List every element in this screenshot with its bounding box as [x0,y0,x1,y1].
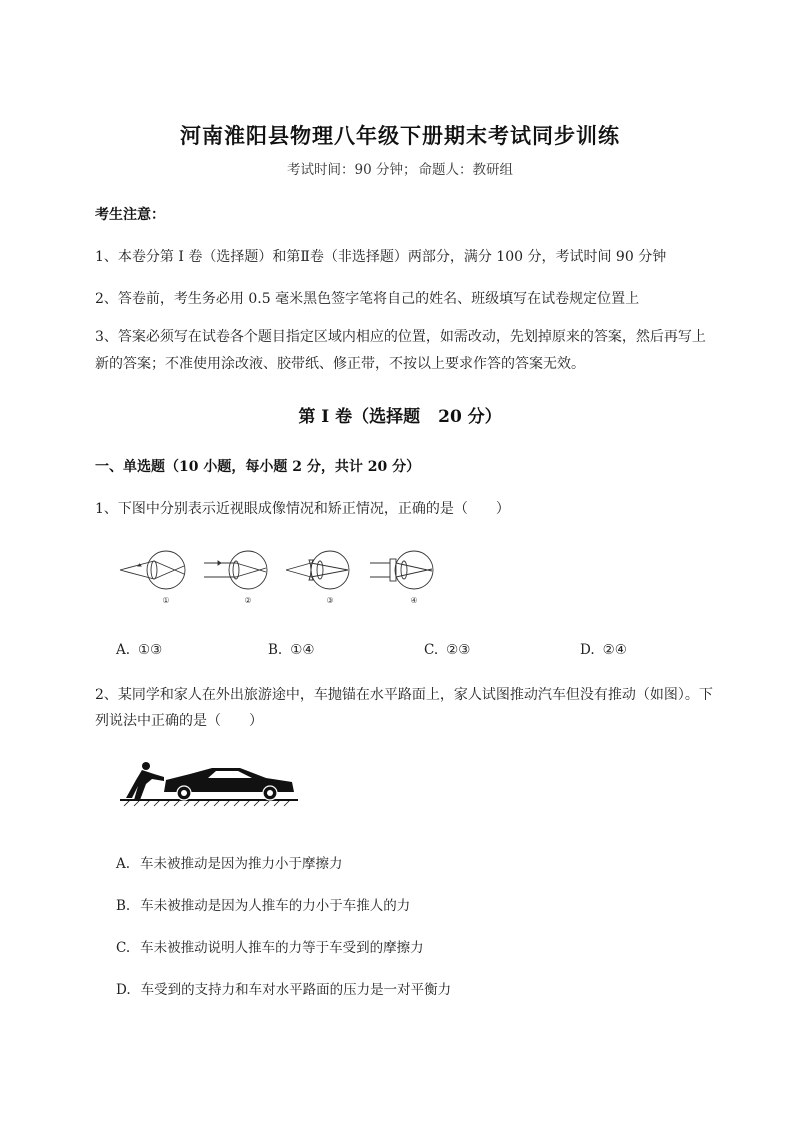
notice-item-1: 1、本卷分第 I 卷（选择题）和第Ⅱ卷（非选择题）两部分，满分 100 分，考试时间 90 分钟 [95,249,667,265]
question-1-option-d[interactable] [580,642,627,658]
person-silhouette [126,762,164,800]
section-title [0,402,800,427]
question-1-stem: 1、下图中分别表示近视眼成像情况和矫正情况，正确的是（ ） [95,501,510,517]
option-letter: C. [424,642,439,658]
option-letter: D. [580,642,595,658]
eye-label-4: ④ [410,596,418,605]
page-title: 河南淮阳县物理八年级下册期末考试同步训练 [180,123,620,148]
question-2-option-c[interactable] [116,936,424,956]
question-1-option-c[interactable] [424,642,470,658]
option-letter: C. [116,940,131,956]
option-text: ②③ [446,642,471,658]
question-1-option-a[interactable] [116,642,162,658]
option-text: 车受到的支持力和车对水平路面的压力是一对平衡力 [140,982,452,998]
option-text: 车未被推动说明人推车的力等于车受到的摩擦力 [140,940,424,956]
option-letter: A. [116,856,131,872]
notice-item-2: 2、答卷前，考生务必用 0.5 毫米黑色签字笔将自己的姓名、班级填写在试卷规定位置上 [95,291,640,307]
eye-label-2: ② [244,596,252,605]
section-title-main: 第 I 卷（选择题 [298,407,421,427]
exam-info [0,158,800,178]
pushing-car-figure [120,760,298,808]
eye-diagram-4 [370,551,433,589]
notice-heading: 考生注意： [95,207,165,223]
question-2-stem-line-1: 2、某同学和家人在外出旅游途中，车抛锚在水平路面上，家人试图推动汽车但没有推动（如图）。下 [95,687,713,703]
exam-author: 命题人：教研组 [418,162,513,178]
option-letter: A. [116,642,131,658]
part-one-heading: 一、单选题（10 小题，每小题 2 分，共计 20 分） [95,459,421,475]
section-score: 20 分） [438,407,502,427]
eye-diagram-2 [204,551,267,589]
option-text: ①④ [290,642,315,658]
option-letter: B. [268,642,283,658]
eye-label-3: ③ [326,596,334,605]
question-2-option-b[interactable] [116,894,410,914]
question-2-stem-line-2: 列说法中正确的是（ ） [95,713,263,729]
question-2-option-d[interactable] [116,978,451,998]
option-text: 车未被推动是因为推力小于摩擦力 [140,856,343,872]
notice-item-3: 3、答案必须写在试卷各个题目指定区域内相应的位置，如需改动，先划掉原来的答案，然后再写上新的答案；不准使用涂改液、胶带纸、修正带，不按以上要求作答的答案无效。 [95,329,706,372]
car-silhouette [164,768,294,800]
exam-time: 考试时间：90 分钟； [287,162,417,178]
question-1-option-b[interactable] [268,642,314,658]
option-text: ②④ [602,642,627,658]
eye-label-1: ① [162,596,170,605]
option-text: ①③ [138,642,163,658]
eye-diagram-figure [118,548,448,608]
question-2-option-a[interactable] [116,852,343,872]
option-letter: B. [116,898,131,914]
eye-diagram-3 [286,551,349,589]
option-text: 车未被推动是因为人推车的力小于车推人的力 [140,898,411,914]
option-letter: D. [116,982,131,998]
eye-diagram-1 [120,551,185,589]
